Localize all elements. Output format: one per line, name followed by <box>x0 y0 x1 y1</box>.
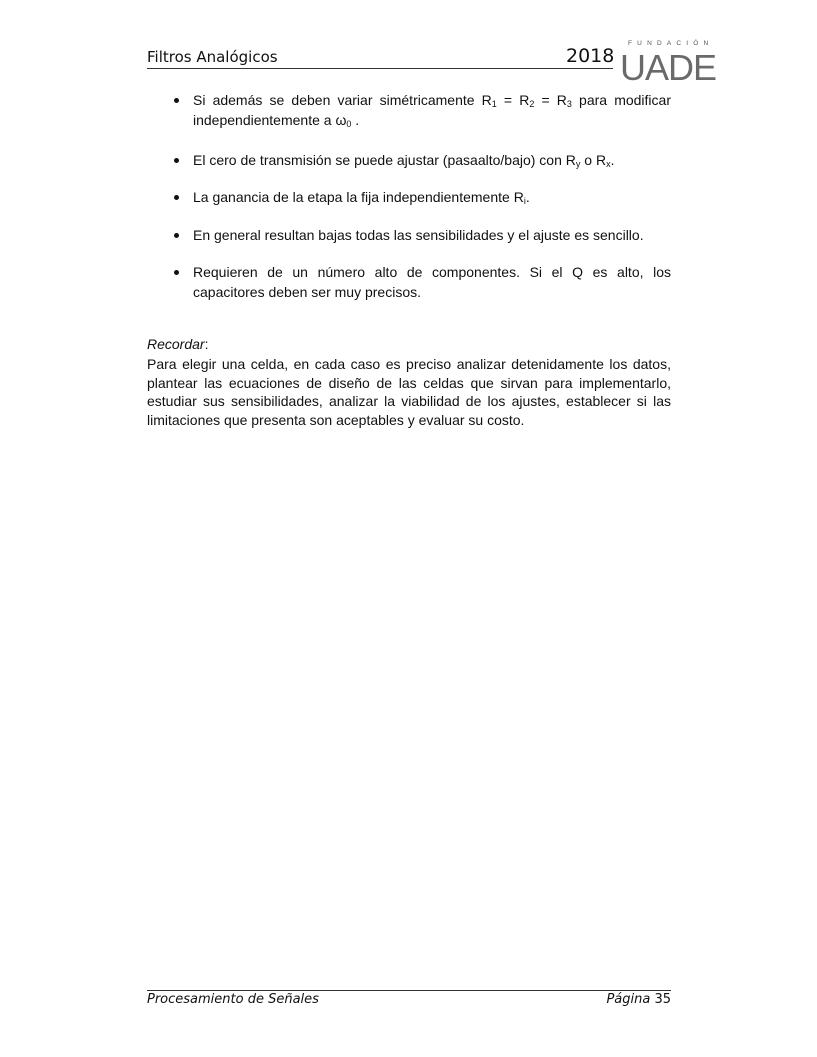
bullet-icon <box>174 158 179 163</box>
logo-fundacion-text: FUNDACIÓN <box>628 40 714 47</box>
list-item-text: Requieren de un número alto de componentes. Si el Q es alto, los capacitores deben ser muy precisos. <box>193 264 671 300</box>
list-item-text: Si además se deben variar simétricamente $R_1 = R_2 = R_3$ para modificar independientemente a $\omega_0$ . <box>193 92 671 129</box>
header-year: 2018 <box>566 45 615 67</box>
uade-logo <box>620 40 715 86</box>
footer-course: Procesamiento de Señales <box>147 992 319 1007</box>
list-item-text: El cero de transmisión se puede ajustar (pasaalto/bajo) con $R_y$ o $R_x$. <box>193 152 615 169</box>
list-item-text: En general resultan bajas todas las sensibilidades y el ajuste es sencillo. <box>193 227 644 243</box>
bullet-icon <box>174 195 179 200</box>
logo-uade-text: UADE <box>620 47 717 88</box>
footer-divider <box>147 990 671 991</box>
recordar-paragraph: Para elegir una celda, en cada caso es preciso analizar detenidamente los datos, plantear las ecuaciones de diseño de las celdas que sirvan para implementarlo, estudiar sus sensibilidades, analizar la viabilidad de los ajustes, establecer si las limitaciones que presenta son aceptables y evaluar su costo. <box>147 356 671 428</box>
recordar-heading: Recordar: <box>147 336 209 352</box>
bullet-icon <box>174 270 179 275</box>
header-title: Filtros Analógicos <box>147 48 278 66</box>
footer-page: Página 35 <box>606 992 671 1007</box>
bullet-icon <box>174 98 179 103</box>
header-divider <box>147 68 613 69</box>
list-item-text: La ganancia de la etapa la fija independientemente $R_i$. <box>193 189 530 206</box>
bullet-icon <box>174 233 179 238</box>
